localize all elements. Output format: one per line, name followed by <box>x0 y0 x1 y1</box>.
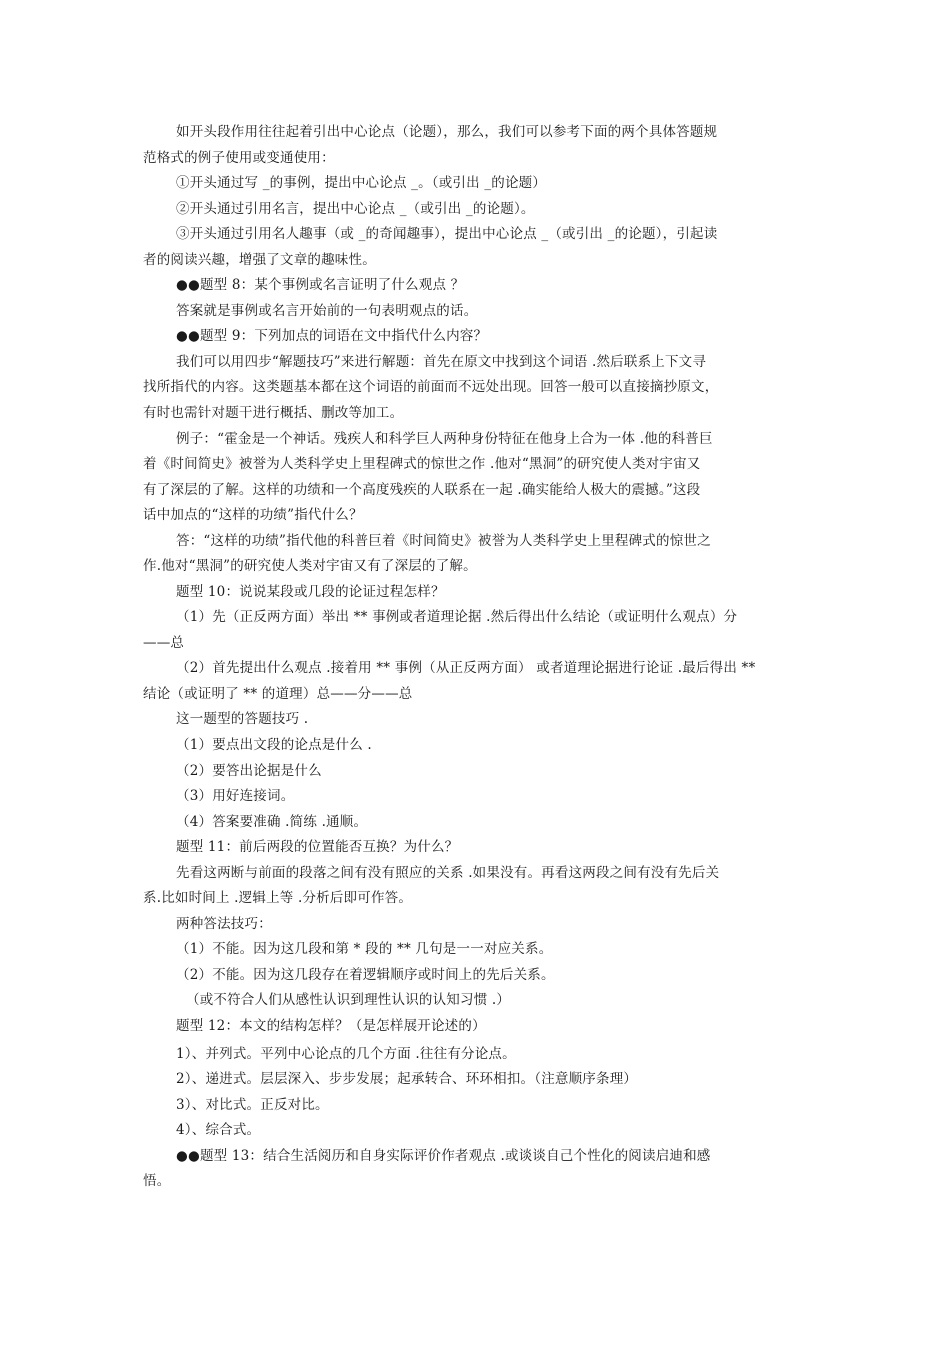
text-line: 结论（或证明了 ** 的道理）总——分——总 <box>143 686 413 702</box>
text-line: ①开头通过写 _的事例，提出中心论点 _。（或引出 _的论题） <box>176 175 547 191</box>
text-line: 者的阅读兴趣，增强了文章的趣味性。 <box>143 252 376 268</box>
text-line: 答：“这样的功绩”指代他的科普巨着《时间简史》被誉为人类科学史上里程碑式的惊世之 <box>176 533 711 549</box>
text-line: （3）用好连接词。 <box>176 788 295 804</box>
text-line: 悟。 <box>143 1173 171 1189</box>
text-line: 2）、递进式。层层深入、步步发展；起承转合、环环相扣。（注意顺序条理） <box>176 1071 638 1087</box>
text-line: 这一题型的答题技巧 . <box>176 711 309 727</box>
text-line: 范格式的例子使用或变通使用： <box>143 150 335 166</box>
text-line: 题型 11：前后两段的位置能否互换？为什么？ <box>176 839 459 855</box>
text-line: （4）答案要准确 .简练 .通顺。 <box>176 814 368 830</box>
text-line: （1）先（正反两方面）举出 ** 事例或者道理论据 .然后得出什么结论（或证明什么观点）分 <box>176 609 738 625</box>
text-line: 题型 10：说说某段或几段的论证过程怎样？ <box>176 584 445 600</box>
text-line: ③开头通过引用名人趣事（或 _的奇闻趣事），提出中心论点 _（或引出 _的论题），引起读 <box>176 226 718 242</box>
text-line: （1）要点出文段的论点是什么 . <box>176 737 372 753</box>
text-line: ●●题型 8：某个事例或名言证明了什么观点 ？ <box>176 277 465 293</box>
text-line: 有了深层的了解。这样的功绩和一个高度残疾的人联系在一起 .确实能给人极大的震撼。”这段 <box>143 482 701 498</box>
text-line: 作.他对“黑洞”的研究使人类对宇宙又有了深层的了解。 <box>143 558 477 574</box>
text-line: ②开头通过引用名言，提出中心论点 _（或引出 _的论题）。 <box>176 201 535 217</box>
text-line: 3）、对比式。正反对比。 <box>176 1097 329 1113</box>
text-line: （2）首先提出什么观点 .接着用 ** 事例（从正反两方面） 或者道理论据进行论证 .最后得出 ** <box>176 660 756 676</box>
text-line: 如开头段作用往往起着引出中心论点（论题），那么，我们可以参考下面的两个具体答题规 <box>176 124 718 140</box>
text-line: ●●题型 13：结合生活阅历和自身实际评价作者观点 .或谈谈自己个性化的阅读启迪和感 <box>176 1148 711 1164</box>
text-line: ——总 <box>143 635 185 651</box>
text-line: 话中加点的“这样的功绩”指代什么？ <box>143 507 363 523</box>
text-line: 题型 12：本文的结构怎样？（是怎样展开论述的） <box>176 1018 486 1034</box>
text-line: （2）要答出论据是什么 <box>176 763 322 779</box>
text-line: （或不符合人们从感性认识到理性认识的认知习惯 .） <box>186 992 511 1008</box>
text-line: 着《时间简史》被誉为人类科学史上里程碑式的惊世之作 .他对“黑洞”的研究使人类对宇宙又 <box>143 456 701 472</box>
text-line: 1）、并列式。平列中心论点的几个方面 .往往有分论点。 <box>176 1046 516 1062</box>
text-line: 先看这两断与前面的段落之间有没有照应的关系 .如果没有。再看这两段之间有没有先后关 <box>176 865 720 881</box>
text-line: 我们可以用四步“解题技巧”来进行解题：首先在原文中找到这个词语 .然后联系上下文寻 <box>176 354 707 370</box>
text-line: 两种答法技巧： <box>176 916 272 932</box>
text-line: 答案就是事例或名言开始前的一句表明观点的话。 <box>176 303 478 319</box>
text-line: 例子：“霍金是一个神话。残疾人和科学巨人两种身份特征在他身上合为一体 .他的科普巨 <box>176 431 713 447</box>
text-line: 系.比如时间上 .逻辑上等 .分析后即可作答。 <box>143 890 413 906</box>
text-line: 找所指代的内容。这类题基本都在这个词语的前面而不远处出现。回答一般可以直接摘抄原文， <box>143 379 719 395</box>
text-line: 有时也需针对题干进行概括、删改等加工。 <box>143 405 404 421</box>
text-line: （1）不能。因为这几段和第 * 段的 ** 几句是一一对应关系。 <box>176 941 553 957</box>
text-line: 4）、综合式。 <box>176 1122 261 1138</box>
text-line: （2）不能。因为这几段存在着逻辑顺序或时间上的先后关系。 <box>176 967 555 983</box>
text-line: ●●题型 9：下列加点的词语在文中指代什么内容？ <box>176 328 488 344</box>
